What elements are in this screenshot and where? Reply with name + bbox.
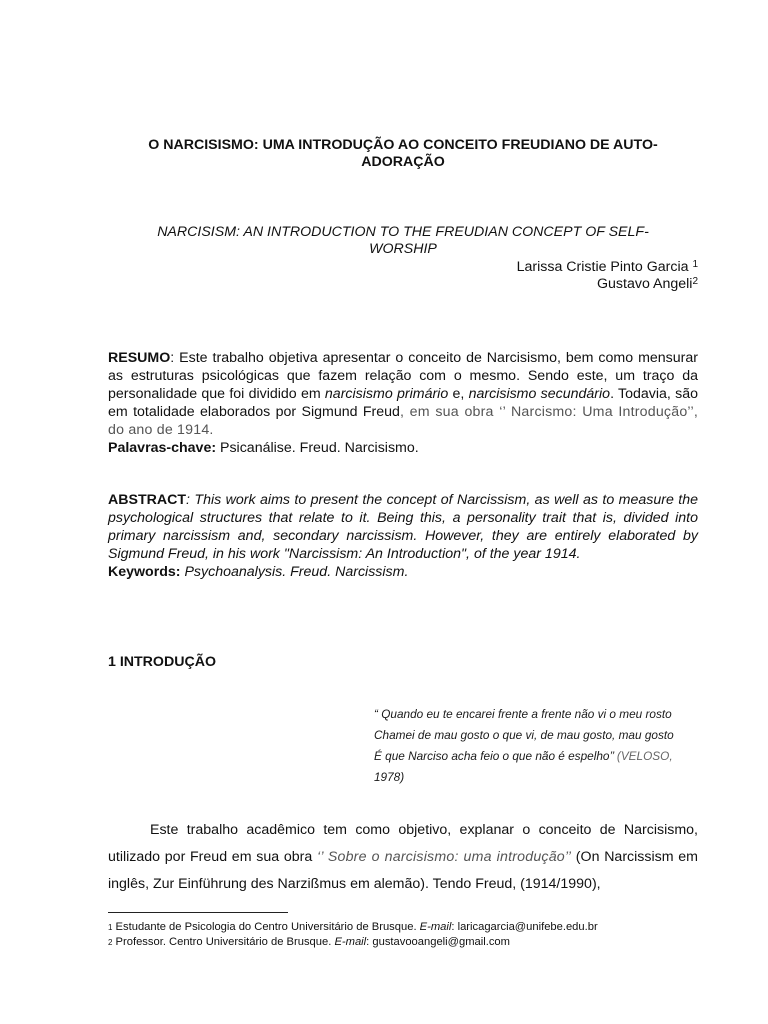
title-english-line1: NARCISISM: AN INTRODUCTION TO THE FREUDIAN CONCEPT OF SELF- xyxy=(157,224,649,240)
section-heading-introducao: 1 INTRODUÇÃO xyxy=(108,654,216,670)
resumo-term-primary: narcisismo primário xyxy=(324,386,449,402)
abstract-section xyxy=(108,491,698,581)
title-english xyxy=(108,224,698,258)
footnote-1 xyxy=(108,920,698,935)
title-portuguese xyxy=(108,137,698,171)
resumo-term-secondary: narcisismo secundário xyxy=(468,386,611,402)
epigraph-line3-text: É que Narciso acha feio o que não é espelho’’ xyxy=(374,749,614,763)
footnote-2-text: Professor. Centro Universitário de Brusque. xyxy=(112,936,335,948)
author-list xyxy=(517,259,698,293)
footnote-1-email: : laricagarcia@unifebe.edu.br xyxy=(451,921,598,933)
footnote-1-text: Estudante de Psicologia do Centro Universitário de Brusque. xyxy=(112,921,420,933)
body-text-b: (On Narcissism em inglês, Zur Einführung des Narzißmus em alemão). Tendo Freud, (1914/1990), xyxy=(108,849,698,892)
resumo-paragraph xyxy=(108,349,698,439)
title-english-line2: WORSHIP xyxy=(369,241,437,257)
title-portuguese-line1: O NARCISISMO: UMA INTRODUÇÃO AO CONCEITO FREUDIANO DE AUTO- xyxy=(148,137,658,153)
resumo-section xyxy=(108,349,698,457)
introduction-paragraph xyxy=(108,817,698,898)
abstract-label: ABSTRACT xyxy=(108,492,187,508)
author-1-footnote-mark: 1 xyxy=(692,259,698,270)
footnote-divider xyxy=(108,912,288,913)
author-1-name: Larissa Cristie Pinto Garcia xyxy=(516,259,693,275)
resumo-text-a: : Este trabalho objetiva apresentar o conceito de Narcisismo, bem como mensurar as estruturas psicológicas que fazem relação com o mesmo. Sendo este, um traço da personalidade que foi dividido em xyxy=(108,350,698,402)
author-2-footnote-mark: 2 xyxy=(692,276,698,287)
footnote-2-email: : gustavooangeli@gmail.com xyxy=(366,936,510,948)
footnote-1-email-label: E-mail xyxy=(419,921,452,933)
title-portuguese-line2: ADORAÇÃO xyxy=(361,154,445,170)
author-2-name: Gustavo Angeli xyxy=(597,276,693,292)
resumo-text-c: . Todavia, são em totalidade elaborados por Sigmund Freud xyxy=(108,386,698,420)
author-2 xyxy=(517,276,698,293)
resumo-label: RESUMO xyxy=(108,350,171,366)
epigraph-quote xyxy=(374,704,700,788)
abstract-keywords-label: Keywords: xyxy=(108,564,181,580)
resumo-keywords-label: Palavras-chave: xyxy=(108,440,217,456)
body-work-title: ‘’ Sobre o narcisismo: uma introdução’’ xyxy=(316,849,572,865)
author-1 xyxy=(517,259,698,276)
abstract-paragraph xyxy=(108,491,698,563)
epigraph-line1: “ Quando eu te encarei frente a frente não vi o meu rosto xyxy=(374,707,672,721)
footnote-2 xyxy=(108,935,698,950)
footnotes xyxy=(108,920,698,950)
resumo-text-d: , em sua obra ‘’ Narcismo: Uma Introdução’’, do ano de 1914. xyxy=(108,404,698,438)
abstract-keywords-list: Psychoanalysis. Freud. Narcissism. xyxy=(180,564,409,580)
epigraph-line3 xyxy=(374,746,700,767)
epigraph-year: 1978) xyxy=(374,770,405,784)
epigraph-line2: Chamei de mau gosto o que vi, de mau gosto, mau gosto xyxy=(374,728,674,742)
abstract-keywords xyxy=(108,563,698,581)
body-text-a: Este trabalho acadêmico tem como objetivo, explanar o conceito de Narcisismo, utilizado por Freud em sua obra xyxy=(108,822,698,865)
resumo-keywords-list: Psicanálise. Freud. Narcisismo. xyxy=(216,440,419,456)
resumo-text-b: e, xyxy=(448,386,469,402)
footnote-2-mark: 2 xyxy=(108,938,113,947)
resumo-keywords xyxy=(108,439,698,457)
abstract-text: : This work aims to present the concept of Narcissism, as well as to measure the psychological structures that relate to it. Being this, a personality trait that is, divided into primary narcissism and, secondary narcissism. However, they are entirely elaborated by Sigmund Freud, in his work "Narcissism: An Introduction", of the year 1914. xyxy=(108,492,698,562)
footnote-1-mark: 1 xyxy=(108,923,113,932)
epigraph-citation: (VELOSO, xyxy=(613,749,673,763)
footnote-2-email-label: E-mail xyxy=(334,936,367,948)
